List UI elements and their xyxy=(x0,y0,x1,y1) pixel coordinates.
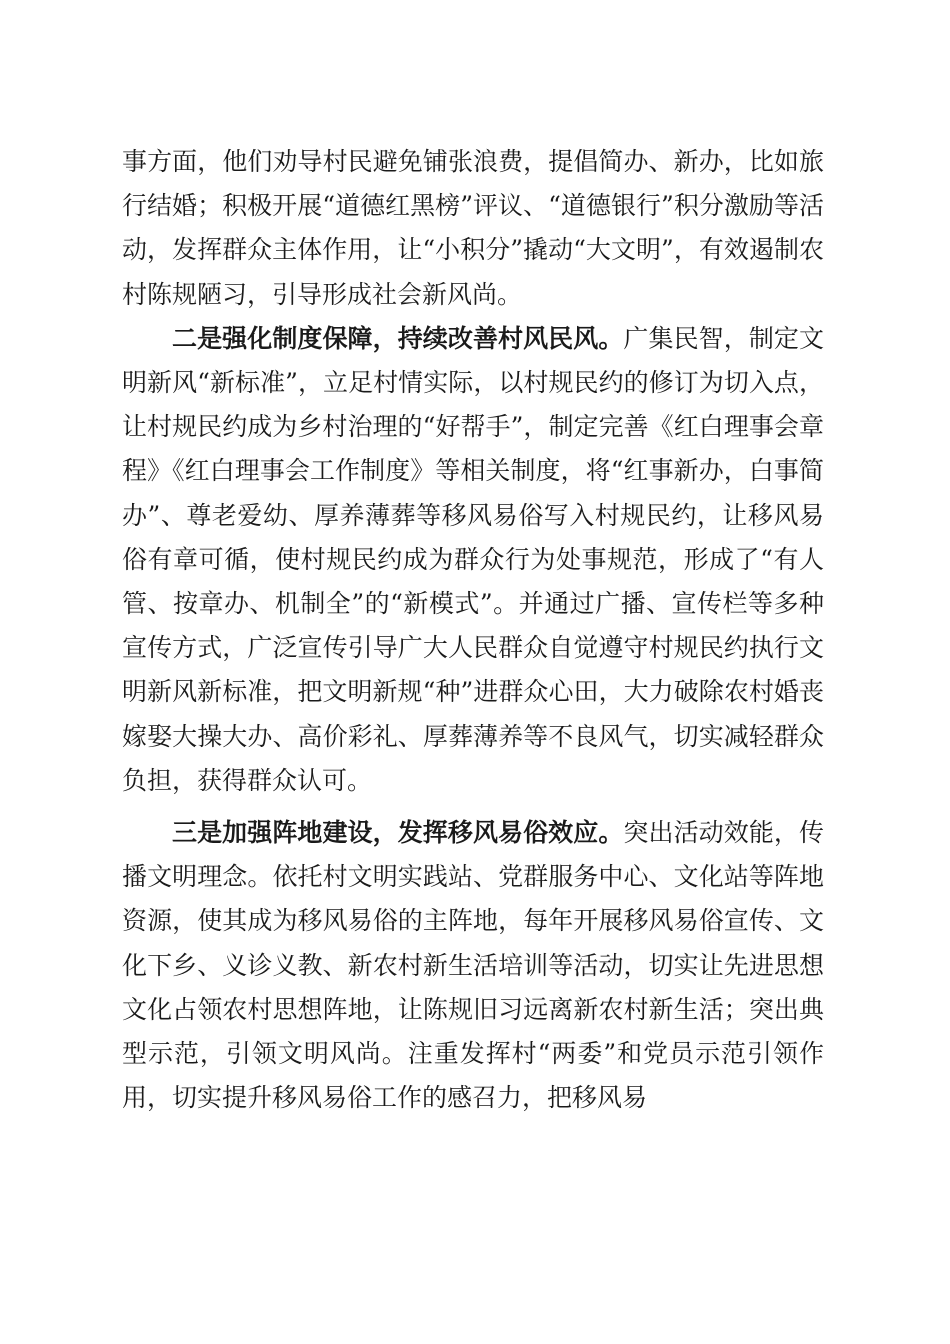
paragraph-lead: 三是加强阵地建设，发挥移风易俗效应。 xyxy=(172,818,624,848)
paragraph-body: 广集民智，制定文明新风“新标准”，立足村情实际，以村规民约的修订为切入点，让村规民约成为乡村治理的“好帮手”，制定完善《红白理事会章程》《红白理事会工作制度》等相关制度，将“红事新办，白事简办”、尊老爱幼、厚养薄葬等移风易俗写入村规民约，让移风易俗有章可循，使村规民约成为群众行为处事规范，形成了“有人管、按章办、机制全”的“新模式”。并通过广播、宣传栏等多种宣传方式，广泛宣传引导广大人民群众自觉遵守村规民约执行文明新风新标准，把文明新规“种”进群众心田，大力破除农村婚丧嫁娶大操大办、高价彩礼、厚葬薄养等不良风气，切实减轻群众负担，获得群众认可。 xyxy=(122,323,824,795)
paragraph-position-building xyxy=(122,811,824,1120)
paragraph-body: 事方面，他们劝导村民避免铺张浪费，提倡简办、新办，比如旅行结婚；积极开展“道德红黑榜”评议、“道德银行”积分激励等活动，发挥群众主体作用，让“小积分”撬动“大文明”，有效遏制农村陈规陋习，引导形成社会新风尚。 xyxy=(122,147,824,309)
paragraph-body: 突出活动效能，传播文明理念。依托村文明实践站、党群服务中心、文化站等阵地资源，使其成为移风易俗的主阵地，每年开展移风易俗宣传、文化下乡、义诊义教、新农村新生活培训等活动，切实让先进思想文化占领农村思想阵地，让陈规旧习远离新农村新生活；突出典型示范，引领文明风尚。注重发挥村“两委”和党员示范引领作用，切实提升移风易俗工作的感召力，把移风易 xyxy=(122,818,824,1113)
document-page xyxy=(122,140,824,1120)
paragraph-continuation xyxy=(122,140,824,317)
paragraph-institutional-safeguards xyxy=(122,317,824,803)
paragraph-lead: 二是强化制度保障，持续改善村风民风。 xyxy=(172,323,624,353)
